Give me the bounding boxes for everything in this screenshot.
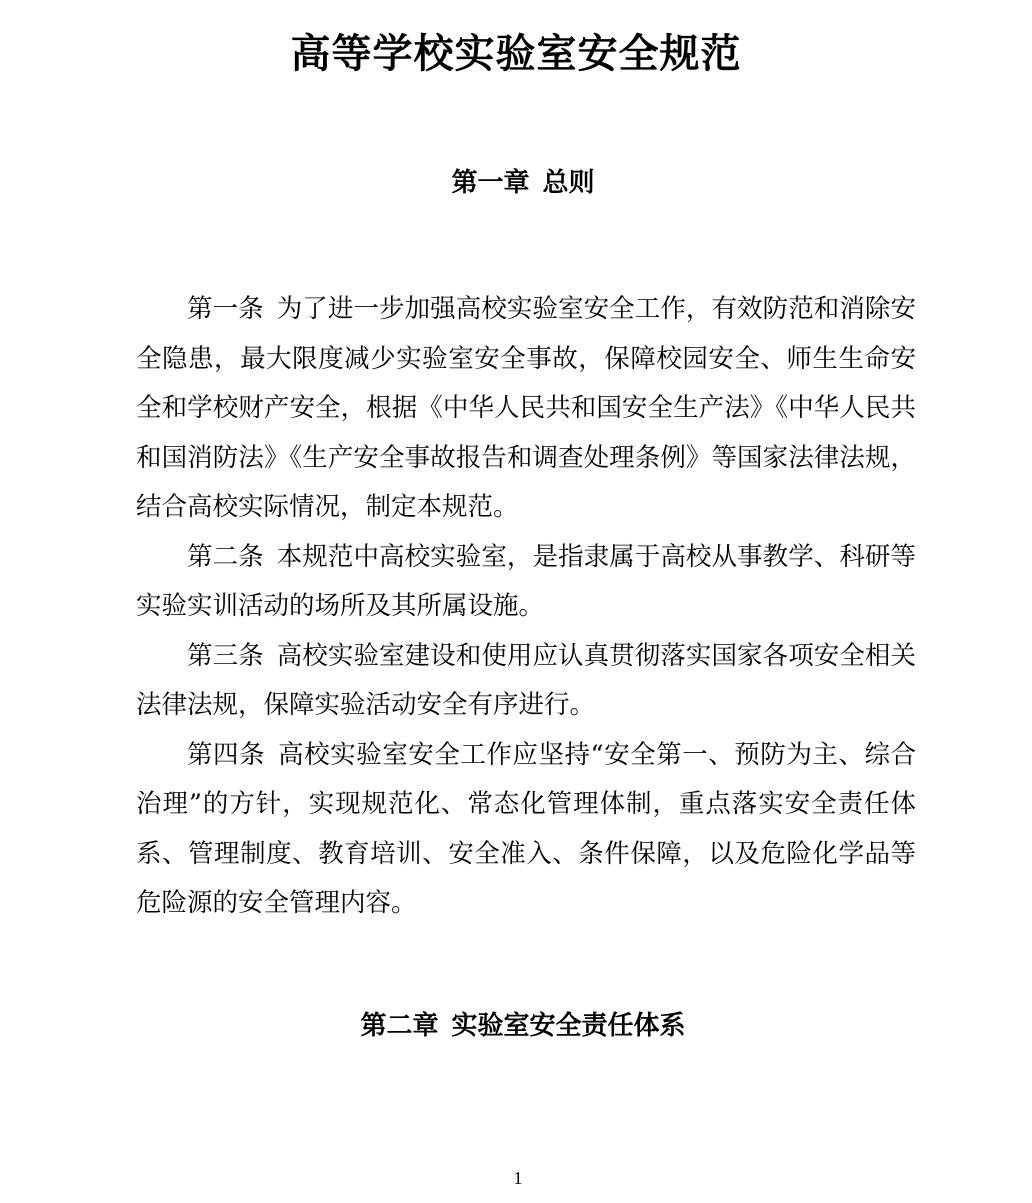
article-2 (136, 533, 916, 632)
article-4 (136, 731, 916, 929)
article-4-label: 第四条 (187, 739, 266, 770)
article-2-text: 本规范中高校实验室，是指隶属于高校从事教学、科研等实验实训活动的场所及其所属设施。 (136, 541, 916, 621)
article-3-text: 高校实验室建设和使用应认真贯彻落实国家各项安全相关法律法规，保障实验活动安全有序进行。 (136, 640, 916, 720)
article-4-text: 高校实验室安全工作应坚持“安全第一、预防为主、综合治理”的方针，实现规范化、常态化管理体制，重点落实安全责任体系、管理制度、教育培训、安全准入、条件保障，以及危险化学品等危险源的安全管理内容。 (136, 739, 916, 918)
page-number: 1 (513, 1168, 523, 1188)
chapter-1-body (136, 285, 916, 929)
document-title: 高等学校实验室安全规范 (290, 30, 742, 77)
article-1-text: 为了进一步加强高校实验室安全工作，有效防范和消除安全隐患，最大限度减少实验室安全事故，保障校园安全、师生生命安全和学校财产安全，根据《中华人民共和国安全生产法》《中华人民共和国消防法》《生产安全事故报告和调查处理条例》等国家法律法规，结合高校实际情况，制定本规范。 (136, 294, 916, 522)
article-3 (136, 632, 916, 731)
article-1-label: 第一条 (187, 294, 264, 324)
chapter-1-title: 总则 (542, 168, 595, 198)
article-3-label: 第三条 (187, 640, 264, 671)
chapter-2-heading (0, 1006, 1032, 1046)
chapter-1-heading (0, 163, 1032, 203)
chapter-1-number: 第一章 (451, 168, 530, 198)
chapter-2-title: 实验室安全责任体系 (451, 1011, 686, 1041)
article-2-label: 第二条 (187, 541, 264, 572)
chapter-2-number: 第二章 (360, 1011, 439, 1041)
article-1 (136, 285, 916, 533)
